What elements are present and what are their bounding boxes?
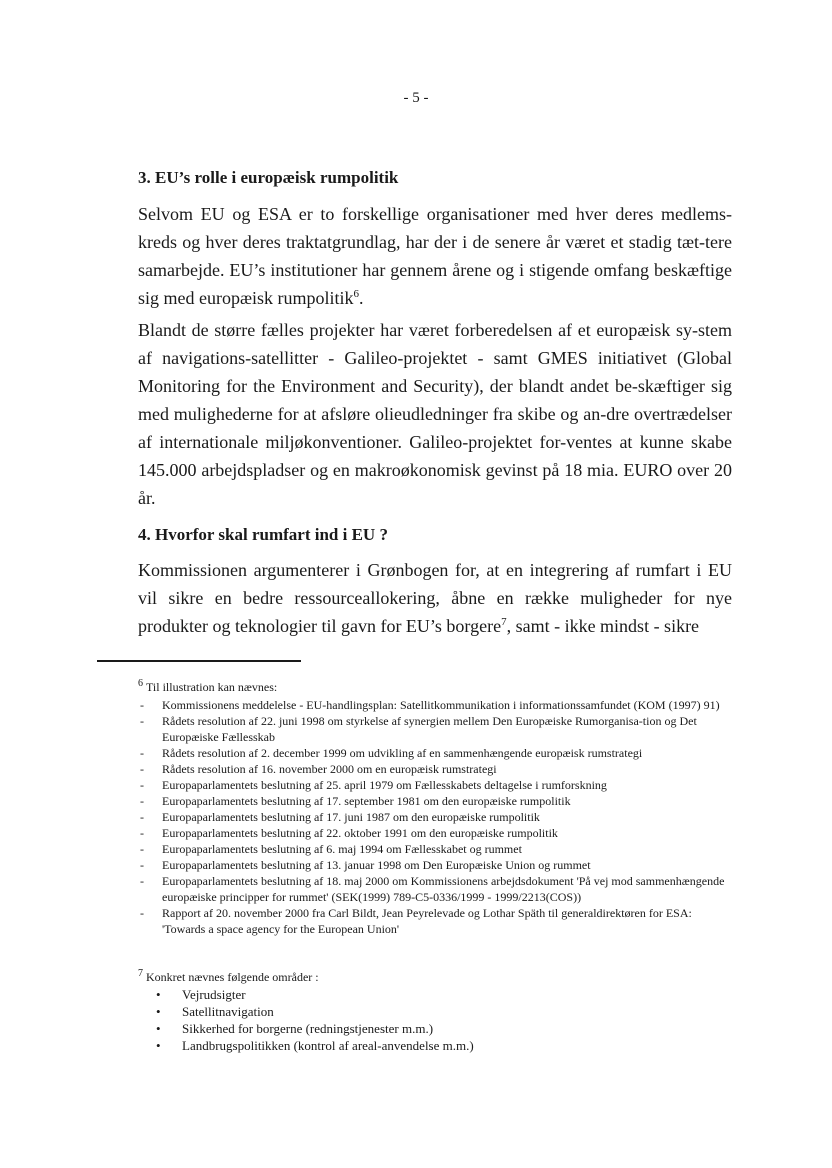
footnote-6-list [138,697,738,937]
footnote-6-item: - Europaparlamentets beslutning af 18. maj 2000 om Kommissionens arbejdsdokument 'På vej mod sammenhængende europæiske principper for rummet' (SEK(1999) 789-C5-0336/1999 - 1999/2213(COS)) [138,873,738,905]
section-heading-3: 3. EU’s rolle i europæisk rumpolitik [138,168,399,187]
page-number: - 5 - [403,90,429,106]
footnote-divider [97,660,301,662]
paragraph-tail: . [359,288,364,308]
section-3-paragraph-2: Blandt de større fælles projekter har været forberedelsen af et europæisk sy-stem af navigations-satellitter - Galileo-projektet - samt GMES initiativet (Global Monitoring for the Environment and Security), der blandt andet be-skæftiger sig med mulighederne for at afsløre olieudledninger fra skibe og an-dre overtrædelser af internationale miljøkonventioner. Galileo-projektet for-ventes at kunne skabe 145.000 arbejdspladser og en makroøkonomisk gevinst på 18 mia. EURO over 20 år. [138,320,732,508]
footnote-7-item: • Vejrudsigter [156,986,716,1003]
section-4-paragraph-1 [138,556,732,640]
footnote-6-marker: 6 [138,678,143,689]
section-heading-4: 4. Hvorfor skal rumfart ind i EU ? [138,525,388,544]
footnote-7-intro-text: Konkret nævnes følgende områder : [146,970,319,984]
footnote-6-item: - Rapport af 20. november 2000 fra Carl Bildt, Jean Peyrelevade og Lothar Späth til generaldirektøren for ESA: 'Towards a space agency for the European Union' [138,905,738,937]
footnote-7-item: • Landbrugspolitikken (kontrol af areal-anvendelse m.m.) [156,1037,716,1054]
footnote-6-item: - Europaparlamentets beslutning af 17. juni 1987 om den europæiske rumpolitik [138,809,738,825]
footnote-ref-6[interactable]: 6 [353,288,359,300]
footnote-6-intro [138,676,277,695]
footnote-6-item: - Europaparlamentets beslutning af 13. januar 1998 om Den Europæiske Union og rummet [138,857,738,873]
footnote-6-intro-text: Til illustration kan nævnes: [146,680,278,694]
paragraph-text: Kommissionen argumenterer i Grønbogen for, at en integrering af rumfart i EU vil sikre en bedre ressourceallokering, åbne en række muligheder for nye produkter og teknologier til gavn for EU’s borgere [138,560,732,636]
paragraph-text: Selvom EU og ESA er to forskellige organisationer med hver deres medlems-kreds og hver deres traktatgrundlag, har der i de senere år været et stadig tæt-tere samarbejde. EU’s institutioner har gennem årene og i stigende omfang beskæftige sig med europæisk rumpolitik [138,204,732,308]
footnote-6-item: - Rådets resolution af 2. december 1999 om udvikling af en sammenhængende europæisk rumstrategi [138,745,738,761]
footnote-7-list [156,986,716,1054]
footnote-6-item: - Europaparlamentets beslutning af 22. oktober 1991 om den europæiske rumpolitik [138,825,738,841]
footnote-7-marker: 7 [138,968,143,979]
footnote-7-item: • Sikkerhed for borgerne (redningstjenester m.m.) [156,1020,716,1037]
footnote-6-item: - Europaparlamentets beslutning af 25. april 1979 om Fællesskabets deltagelse i rumforskning [138,777,738,793]
footnote-6-item: - Kommissionens meddelelse - EU-handlingsplan: Satellitkommunikation i informationssamfundet (KOM (1997) 91) [138,697,738,713]
footnote-ref-7[interactable]: 7 [501,616,507,628]
footnote-6-item: - Rådets resolution af 22. juni 1998 om styrkelse af synergien mellem Den Europæiske Rumorganisa-tion og Det Europæiske Fællesskab [138,713,738,745]
footnote-6-item: - Europaparlamentets beslutning af 6. maj 1994 om Fællesskabet og rummet [138,841,738,857]
footnote-6-item: - Europaparlamentets beslutning af 17. september 1981 om den europæiske rumpolitik [138,793,738,809]
footnote-6-item: - Rådets resolution af 16. november 2000 om en europæisk rumstrategi [138,761,738,777]
section-3-paragraph-1 [138,200,732,312]
paragraph-tail: , samt - ikke mindst - sikre [506,616,700,636]
footnote-7-intro [138,966,319,985]
footnote-7-item: • Satellitnavigation [156,1003,716,1020]
